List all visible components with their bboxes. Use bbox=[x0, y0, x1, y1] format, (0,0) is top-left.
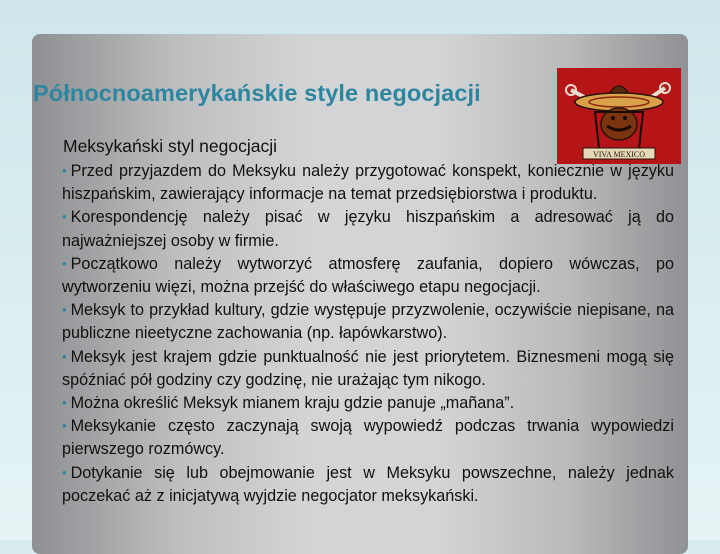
bullet-item: • Początkowo należy wytworzyć atmosferę zaufania, dopiero wówczas, po wytworzeniu więzi, można przejść do właściwego etapu negocjacji. bbox=[62, 254, 674, 297]
svg-text:VIVA MEXICO: VIVA MEXICO bbox=[592, 150, 646, 159]
slide-title: Północnoamerykańskie style negocjacji bbox=[33, 80, 481, 106]
bullet-dot-icon: • bbox=[62, 418, 67, 434]
sombrero-icon bbox=[557, 68, 681, 164]
bullet-dot-icon: • bbox=[62, 255, 67, 271]
bullet-dot-icon: • bbox=[62, 464, 67, 480]
bullet-dot-icon: • bbox=[62, 302, 67, 318]
bullet-item: • Meksyk jest krajem gdzie punktualność nie jest priorytetem. Biznesmeni mogą się spóźniać pół godziny czy godzinę, nie urażając tym nikogo. bbox=[62, 347, 674, 389]
bullet-item: • Przed przyjazdem do Meksyku należy przygotować konspekt, koniecznie w języku hiszpańskim, zawierający informacje na temat przedsiębiorstwa i produktu. bbox=[62, 162, 674, 204]
bullet-item: • Meksyk to przykład kultury, gdzie występuje przyzwolenie, oczywiście niepisane, na publiczne nieetyczne zachowania (np. łapówkarstwo). bbox=[62, 301, 674, 343]
bullet-dot-icon: • bbox=[62, 348, 67, 364]
bullet-dot-icon: • bbox=[62, 395, 67, 411]
bullet-item: • Można określić Meksyk mianem kraju gdzie panuje „mañana”. bbox=[62, 394, 515, 413]
bullet-item: • Meksykanie często zaczynają swoją wypowiedź podczas trwania wypowiedzi pierwszego rozmówcy. bbox=[62, 417, 674, 459]
bullet-dot-icon: • bbox=[62, 209, 67, 225]
bullet-dot-icon: • bbox=[62, 163, 67, 178]
bullet-item: • Korespondencję należy pisać w języku hiszpańskim a adresować ją do najważniejszej osoby w firmie. bbox=[62, 208, 674, 250]
viva-mexico-logo bbox=[557, 68, 681, 164]
slide-subtitle: Meksykański styl negocjacji bbox=[63, 136, 277, 156]
bullet-item: • Dotykanie się lub obejmowanie jest w Meksyku powszechne, należy jednak poczekać aż z inicjatywą wyjdzie negocjator meksykański. bbox=[62, 463, 674, 505]
bullet-list bbox=[62, 160, 674, 508]
